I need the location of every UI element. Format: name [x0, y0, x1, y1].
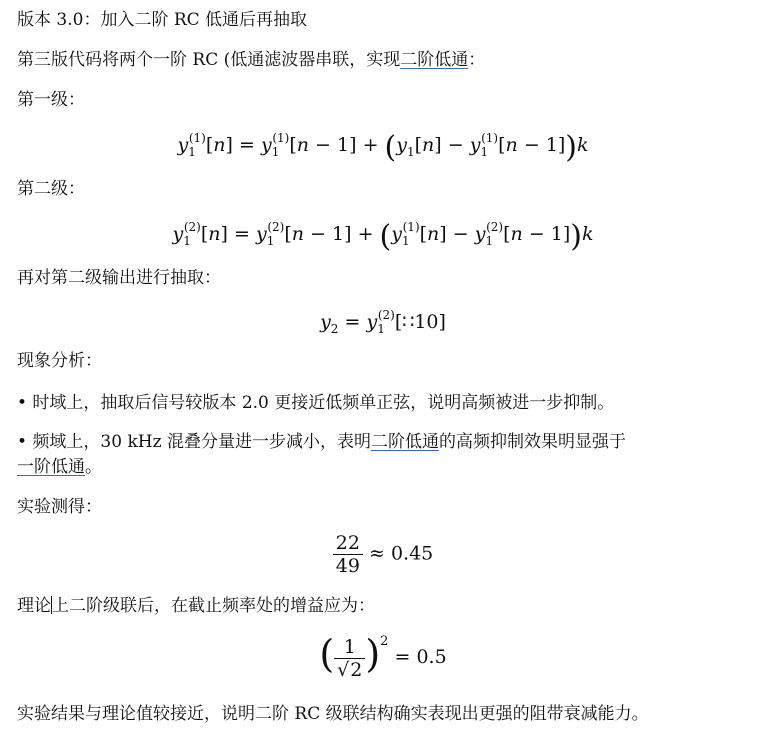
link-second-order-lowpass-2[interactable]: 二阶低通: [370, 432, 439, 452]
theory-label: [17, 594, 375, 618]
measured-fraction: [333, 532, 363, 577]
intro-paragraph: [17, 48, 485, 72]
bullet-frequency-domain-cont: [17, 455, 102, 479]
theory-fraction: [334, 636, 365, 681]
theory-numerator: 1: [334, 636, 365, 659]
analysis-label: 现象分析：: [17, 351, 102, 371]
link-second-order-lowpass[interactable]: 二阶低通: [400, 50, 469, 70]
theory-denominator: √2: [337, 658, 363, 681]
theory-radicand: 2: [350, 658, 363, 681]
theory-label-start: 理论: [17, 596, 51, 616]
equation-theory: ( $\frac{1}{√2}$ )$^2$ = 0.5: [319, 632, 447, 681]
stage1-label: 第一级：: [17, 90, 85, 110]
intro-prefix: 第三版代码将两个一阶 RC (低通滤波器串联，实现: [17, 50, 401, 70]
theory-exponent: 2: [380, 634, 389, 649]
bullet-time-domain: • 时域上，抽取后信号较版本 2.0 更接近低频单正弦，说明高频被进一步抑制。: [17, 393, 615, 413]
measured-numerator: 22: [333, 532, 363, 555]
decimation-index: [∷10]: [394, 311, 446, 333]
equation-stage2: $y_1^{(2)}[n] = y_1^{(2)}[n - 1] + (y_1^{(1)}[n] - y_1^{(2)}[n - 1])k$: [172, 219, 594, 254]
equation-stage1: $y_1^{(1)}[n] = y_1^{(1)}[n - 1] + (y_1[n] - y_1^{(1)}[n - 1])k$: [177, 130, 589, 165]
bullet2-suffix: 。: [85, 457, 102, 477]
bullet2-prefix: • 频域上，30 kHz 混叠分量进一步减小，表明: [17, 432, 371, 452]
conclusion: 实验结果与理论值较接近，说明二阶 RC 级联结构确实表现出更强的阻带衰减能力。: [17, 704, 649, 724]
measured-result: ≈ 0.45: [368, 542, 434, 565]
intro-suffix: ：: [468, 50, 486, 70]
theory-label-rest: 上二阶级联后，在截止频率处的增益应为：: [52, 596, 375, 616]
stage2-label: 第二级：: [17, 179, 85, 199]
bullet-frequency-domain: [17, 430, 626, 454]
theory-result: = 0.5: [394, 646, 447, 668]
measured-label: 实验测得：: [17, 497, 102, 517]
bullet2-middle: 的高频抑制效果明显强于: [438, 432, 626, 452]
equation-decimation: $y_2$ = $y_1^{(2)}[∷10]$: [320, 308, 446, 336]
measured-denominator: 49: [335, 555, 360, 577]
link-first-order-lowpass[interactable]: 一阶低通: [17, 457, 85, 477]
decimate-label: 再对第二级输出进行抽取：: [17, 268, 221, 288]
equation-measured: [0, 532, 766, 577]
section-title: 版本 3.0：加入二阶 RC 低通后再抽取: [17, 10, 308, 30]
